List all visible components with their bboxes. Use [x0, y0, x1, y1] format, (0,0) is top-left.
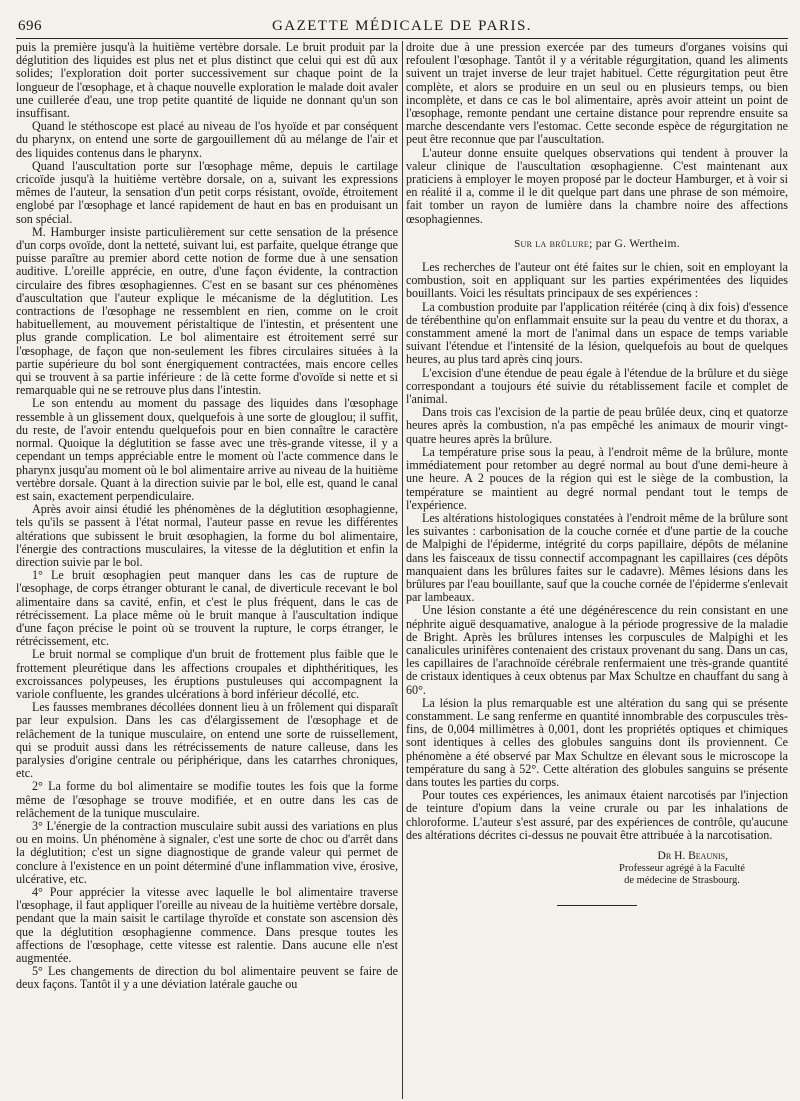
page-header — [16, 14, 788, 39]
paragraph: Quand l'auscultation porte sur l'œsophage même, depuis le cartilage cricoïde jusqu'à la huitième vertèbre dorsale, on a, suivant les expressions mêmes de l'auteur, la sensation d'un petit corps résistant, ovoïde, étroitement englobé par l'œsophage et lancé rapidement de haut en bas en produisant un son spécial. — [16, 158, 398, 226]
author-affiliation — [576, 863, 788, 887]
section-heading — [406, 238, 788, 251]
paragraph: 4° Pour apprécier la vitesse avec laquelle le bol alimentaire traverse l'œsophage, il faut appliquer l'oreille au niveau de la huitième vertèbre dorsale, pendant que la main saisit le cartilage thyroïde et constate son ascension dès que la déglutition œsophagienne commence. Dans presque toutes les affections de l'œsophage, cette vitesse est ralentie. Dans aucune elle n'est augmentée. — [16, 885, 398, 966]
paragraph: 5° Les changements de direction du bol alimentaire peuvent se faire de deux façons. Tantôt il y a une déviation latérale gauche ou — [16, 964, 398, 992]
paragraph: La lésion la plus remarquable est une altération du sang qui se présente constamment. Le sang renferme en quantité innombrable des corpuscules très-fins, de 0,004 millimètres à 0,001, dont les propriétés optiques et chimiques sont identiques à celles des globules sanguins dont ils proviennent. Ce phénomène a été observé par Max Schultze en élevant sous le microscope la température du sang à 52°. Cette altération des globules sanguins se présente dans toutes les parties du corps. — [406, 695, 788, 789]
paragraph: Les recherches de l'auteur ont été faites sur le chien, soit en employant la combustion, soit en appliquant sur les parties expérimentées des liquides bouillants. Voici les résultats principaux de ses expériences : — [406, 260, 788, 301]
paragraph: 2° La forme du bol alimentaire se modifie toutes les fois que la forme même de l'œsophage se trouve modifiée, et en outre dans les cas de relâchement de la tunique musculaire. — [16, 779, 398, 820]
right-column — [406, 41, 788, 1099]
paragraph: Après avoir ainsi étudié les phénomènes de la déglutition œsophagienne, tels qu'ils se passent à l'état normal, l'auteur passe en revue les différentes altérations que subissent le bruit œsophagien, la forme du bol alimentaire, l'énergie des contractions musculaires, la vitesse de la déglutition et enfin la direction suivie par le bol. — [16, 502, 398, 569]
section-author: ; par G. Wertheim. — [589, 237, 680, 250]
paragraph: L'auteur donne ensuite quelques observations qui tendent à prouver la valeur clinique de l'auscultation œsophagienne. C'est maintenant aux praticiens à employer le moyen proposé par le docteur Hamburger, et à voir si en réalité il a, comme il le dit quelque part dans une phrase de son mémoire, fait tomber un rayon de lumière dans la chambre noire des affections œsophagiennes. — [406, 145, 788, 226]
paragraph: puis la première jusqu'à la huitième vertèbre dorsale. Le bruit produit par la déglutition des liquides est plus net et plus distinct que celui qui est dû aux solides; l'exploration doit porter successivement sur chaque point de la longueur de l'œsophage, et à chaque nouvelle exploration le malade doit avaler une cuillerée d'eau, une trop petite quantité de liquide ne donnant qu'un son insuffisant. — [16, 41, 398, 121]
affiliation-line: de médecine de Strasbourg. — [624, 875, 740, 887]
paragraph: Pour toutes ces expériences, les animaux étaient narcotisés par l'injection de teinture d'opium dans la veine crurale ou par les inhalations de chloroforme. L'auteur s'est assuré, par des expériences de contrôle, qu'aucune des altérations décrites ci-dessus ne pouvait être attribuée à la narcotisation. — [406, 788, 788, 842]
paragraph: M. Hamburger insiste particulièrement sur cette sensation de la présence d'un corps ovoïde, dont la netteté, suivant lui, est parfaite, quelque étrange que puisse paraître au premier abord cette notion de forme due à une sensation auditive. L'oreille apprécie, en outre, d'une façon évidente, la contraction circulaire des fibres œsophagiennes. C'est en se basant sur ces phénomènes d'auscultation que l'auteur explique le mécanisme de la déglutition. Les contractions de l'œsophage ne ressemblent en rien, comme on le croit habituellement, au mouvement péristaltique de l'intestin, et présentent une plus grande complication. Le bol alimentaire est étroitement serré sur l'œsophage, de façon que non-seulement les fibres circulaires situées à la partie supérieure du bol sont énergiquement contractées, mais encore celles qui se trouvent à sa partie inférieure : de là cette forme d'ovoïde si nette et si remarquable qui ne se retrouve plus dans l'intestin. — [16, 224, 398, 398]
paragraph: 3° L'énergie de la contraction musculaire subit aussi des variations en plus ou en moins. Un phénomène à signaler, c'est une sorte de choc ou d'arrêt dans la déglutition; c'est un signe diagnostique de grande valeur qui permet de conclure à l'existence en un point déterminé d'une inflammation vive, érosive, ulcérative, etc. — [16, 818, 398, 886]
paragraph: L'excision d'une étendue de peau égale à l'étendue de la brûlure et du siège correspondant a toujours été suivie du rétablissement facile et complet de l'animal. — [406, 365, 788, 407]
paragraph: Les altérations histologiques constatées à l'endroit même de la brûlure sont les suivantes : carbonisation de la couche cornée et d'une partie de la couche de Malpighi de l'épiderme, intégrité du corps papillaire, dépôts de mélanine dans les faisceaux de tissu connectif accompagnant les capillaires (ces dépôts manquaient dans les brûlures faites sur le cadavre). Mêmes lésions dans les brûlures par l'eau bouillante, sauf que la couche cornée de l'épiderme s'enlevait par lambeaux. — [406, 510, 788, 605]
paragraph: La température prise sous la peau, à l'endroit même de la brûlure, monte immédiatement pour retomber au degré normal au bout d'une demi-heure à une heure. A 2 pouces de la région qui est le siège de la combustion, la température se maintient au degré normal pendant tout le temps de l'expérience. — [406, 444, 788, 512]
page-number: 696 — [18, 18, 42, 34]
paragraph: Quand le stéthoscope est placé au niveau de l'os hyoïde et par conséquent du pharynx, on entend une sorte de gargouillement dû au mélange de l'air et des liquides contenus dans le pharynx. — [16, 119, 398, 160]
end-rule — [557, 905, 637, 906]
column-divider — [402, 41, 403, 1099]
author-signature — [406, 850, 788, 863]
paragraph: 1° Le bruit œsophagien peut manquer dans les cas de rupture de l'œsophage, de corps étranger obturant le canal, de diverticule recevant le bol alimentaire dans sa cavité, enfin, et c'est le plus fréquent, dans le cas de rétrécissement. La place même où le bruit manque à l'auscultation indique d'une façon précise le point où se trouvent la rupture, le corps étranger, le rétrécissement, etc. — [16, 568, 398, 649]
paragraph: Les fausses membranes décollées donnent lieu à un frôlement qui disparaît par leur expulsion. Dans les cas d'élargissement de l'œsophage et de relâchement de la tunique musculaire, on entend une sorte de ruissellement, qui se produit aussi dans les rétrécissements de nature calleuse, dans les paralysies d'origine centrale ou périphérique, dans les catarrhes chroniques, etc. — [16, 700, 398, 781]
paragraph: La combustion produite par l'application réitérée (cinq à dix fois) d'essence de térébenthine qu'on enflammait ensuite sur la peau du ventre et du thorax, a constamment amené la mort de l'animal dans un espace de temps variable suivant l'étendue et l'intensité de la lésion, quelquefois au bout de quelques heures, au plus tard après cinq jours. — [406, 299, 788, 367]
journal-title: GAZETTE MÉDICALE DE PARIS. — [271, 18, 533, 34]
affiliation-line: Professeur agrégé à la Faculté — [619, 863, 745, 875]
paragraph: Le bruit normal se complique d'un bruit de frottement plus faible que le frottement pleurétique dans les affections croupales et diphthéritiques, les excroissances polypeuses, les éruptions pustuleuses qui accompagnent la variole confluente, les grandes ulcérations à bord inférieur décollé, etc. — [16, 647, 398, 701]
left-column — [16, 41, 398, 1099]
section-title: Sur la brûlure — [514, 237, 590, 250]
author-name: Dr H. Beaunis, — [657, 849, 728, 862]
article-columns — [16, 41, 788, 1099]
paragraph: Dans trois cas l'excision de la partie de peau brûlée deux, cinq et quatorze heures après la combustion, n'a pas empêché les animaux de mourir vingt-quatre heures après la brûlure. — [406, 405, 788, 446]
paragraph: Le son entendu au moment du passage des liquides dans l'œsophage ressemble à un glissement doux, quelquefois à une sorte de glouglou; il suffit, du reste, de l'avoir entendu quelquefois pour en bien connaître le caractère normal. Quoique la déglutition se fasse avec une très-grande vitesse, il y a cependant un temps appréciable entre le moment où l'acte commence dans le pharynx jusqu'au moment où le bol alimentaire arrive au niveau de la huitième vertèbre dorsale. Quant à la direction suivie par le bol, elle est, quand le canal est sain, exactement perpendiculaire. — [16, 396, 398, 503]
paragraph: droite due à une pression exercée par des tumeurs d'organes voisins qui refoulent l'œsophage. Tantôt il y a véritable régurgitation, quand les aliments suivent un trajet inverse de leur trajet habituel. Cette régurgitation peut être complète, et alors se produire en un seul ou en plusieurs temps, ou bien incomplète, et dans ce cas le bol alimentaire, après avoir atteint un point de l'œsophage, remonte pendant une certaine distance pour reprendre ensuite sa marche descendante vers l'estomac. Cette seconde espèce de régurgitation ne peut être reconnue que par l'auscultation. — [406, 41, 788, 147]
paragraph: Une lésion constante a été une dégénérescence du rein consistant en une néphrite aiguë desquamative, analogue à la période progressive de la maladie de Bright. Après les brûlures intenses les corpuscules de Malpighi et les canalicules urinifères contenaient des cristaux provenant du sang. Dans un cas, les capillaires de l'arachnoïde cérébrale renfermaient une très-grande quantité de cristaux identiques à ceux obtenus par Max Schultze en chauffant du sang à 60°. — [406, 603, 788, 697]
